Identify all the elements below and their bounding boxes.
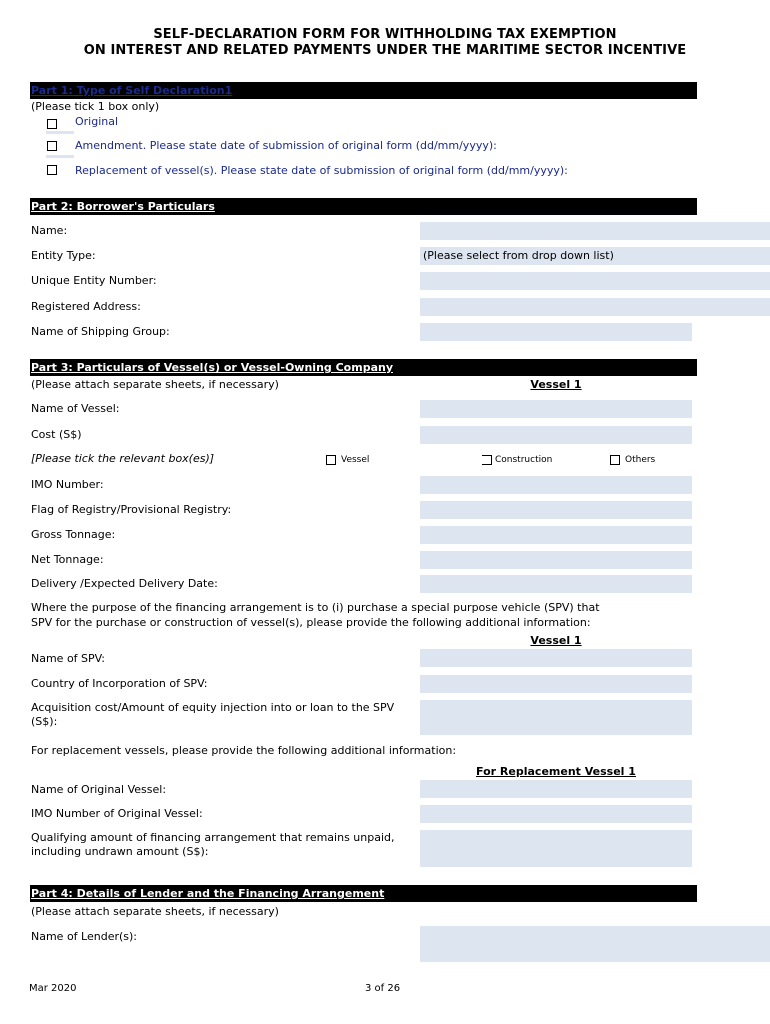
vessel-name-field[interactable]	[420, 400, 692, 418]
imo-label: IMO Number:	[31, 478, 104, 491]
entity-type-label: Entity Type:	[31, 249, 96, 262]
net-tonnage-label: Net Tonnage:	[31, 553, 104, 566]
original-vessel-name-field[interactable]	[420, 780, 692, 798]
part2-header: Part 2: Borrower's Particulars	[30, 198, 697, 215]
others-checkbox[interactable]	[610, 455, 620, 465]
original-imo-field[interactable]	[420, 805, 692, 823]
vessel-name-label: Name of Vessel:	[31, 402, 120, 415]
vessel-checkbox-label: Vessel	[341, 455, 370, 465]
registered-address-label: Registered Address:	[31, 300, 141, 313]
gross-tonnage-label: Gross Tonnage:	[31, 528, 116, 541]
delivery-date-field[interactable]	[420, 575, 692, 593]
part1-original-checkbox[interactable]	[47, 119, 57, 129]
uen-label: Unique Entity Number:	[31, 274, 157, 287]
part1-header: Part 1: Type of Self Declaration1	[30, 82, 697, 99]
borrower-name-label: Name:	[31, 224, 68, 237]
part3-header: Part 3: Particulars of Vessel(s) or Vessel-Owning Company	[30, 359, 697, 376]
imo-field[interactable]	[420, 476, 692, 494]
part1-amendment-checkbox[interactable]	[47, 141, 57, 151]
vessel-checkbox[interactable]	[326, 455, 336, 465]
cost-field[interactable]	[420, 426, 692, 444]
uen-field[interactable]	[420, 272, 770, 290]
spv-paragraph-line-1: Where the purpose of the financing arrangement is to (i) purchase a special purpose vehicle (SPV) that	[31, 601, 600, 614]
part4-note: (Please attach separate sheets, if necessary)	[31, 905, 279, 918]
part1-amendment-underline	[46, 155, 74, 158]
tick-instruction: [Please tick the relevant box(es)]	[31, 452, 215, 465]
entity-type-select[interactable]: (Please select from drop down list)	[420, 247, 770, 265]
spv-name-label: Name of SPV:	[31, 652, 105, 665]
vessel-1-heading: Vessel 1	[530, 378, 582, 391]
net-tonnage-field[interactable]	[420, 551, 692, 569]
spv-paragraph-line-2: SPV for the purchase or construction of vessel(s), please provide the following additional information:	[31, 616, 591, 629]
form-title-line-2: ON INTEREST AND RELATED PAYMENTS UNDER THE MARITIME SECTOR INCENTIVE	[83, 43, 687, 58]
footer-date: Mar 2020	[29, 983, 77, 994]
spv-cost-field[interactable]	[420, 700, 692, 735]
part4-header: Part 4: Details of Lender and the Financing Arrangement	[30, 885, 697, 902]
flag-label: Flag of Registry/Provisional Registry:	[31, 503, 232, 516]
part1-note: (Please tick 1 box only)	[31, 100, 160, 113]
original-imo-label: IMO Number of Original Vessel:	[31, 807, 203, 820]
footer-page-number: 3 of 26	[365, 983, 401, 994]
construction-checkbox[interactable]	[482, 455, 492, 465]
replacement-vessel-1-heading: For Replacement Vessel 1	[476, 765, 636, 778]
part3-note: (Please attach separate sheets, if necessary)	[31, 378, 279, 391]
original-vessel-name-label: Name of Original Vessel:	[31, 783, 167, 796]
delivery-date-label: Delivery /Expected Delivery Date:	[31, 577, 218, 590]
registered-address-field[interactable]	[420, 298, 770, 316]
part1-replacement-checkbox[interactable]	[47, 165, 57, 175]
spv-country-label: Country of Incorporation of SPV:	[31, 677, 208, 690]
gross-tonnage-field[interactable]	[420, 526, 692, 544]
part1-original-underline	[46, 131, 74, 134]
part1-replacement-label: Replacement of vessel(s). Please state date of submission of original form (dd/mm/yyyy):	[75, 164, 568, 177]
replacement-note: For replacement vessels, please provide the following additional information:	[31, 744, 457, 757]
flag-field[interactable]	[420, 501, 692, 519]
lender-name-field[interactable]	[420, 926, 770, 962]
spv-cost-label: Acquisition cost/Amount of equity injection into or loan to the SPV (S$):	[31, 701, 395, 728]
spv-country-field[interactable]	[420, 675, 692, 693]
shipping-group-field[interactable]	[420, 323, 692, 341]
lender-name-label: Name of Lender(s):	[31, 930, 138, 943]
shipping-group-label: Name of Shipping Group:	[31, 325, 170, 338]
cost-label: Cost (S$)	[31, 428, 82, 441]
borrower-name-field[interactable]	[420, 222, 770, 240]
part1-original-label: Original	[75, 115, 119, 128]
spv-name-field[interactable]	[420, 649, 692, 667]
spv-vessel-1-heading: Vessel 1	[530, 634, 582, 647]
part1-amendment-label: Amendment. Please state date of submission of original form (dd/mm/yyyy):	[75, 139, 497, 152]
form-title-line-1: SELF-DECLARATION FORM FOR WITHHOLDING TAX EXEMPTION	[153, 27, 617, 42]
construction-checkbox-label: Construction	[495, 455, 553, 465]
others-checkbox-label: Others	[625, 455, 656, 465]
qualifying-amount-field[interactable]	[420, 830, 692, 867]
qualifying-amount-label: Qualifying amount of financing arrangement that remains unpaid, including undrawn amount (S$):	[31, 831, 395, 858]
